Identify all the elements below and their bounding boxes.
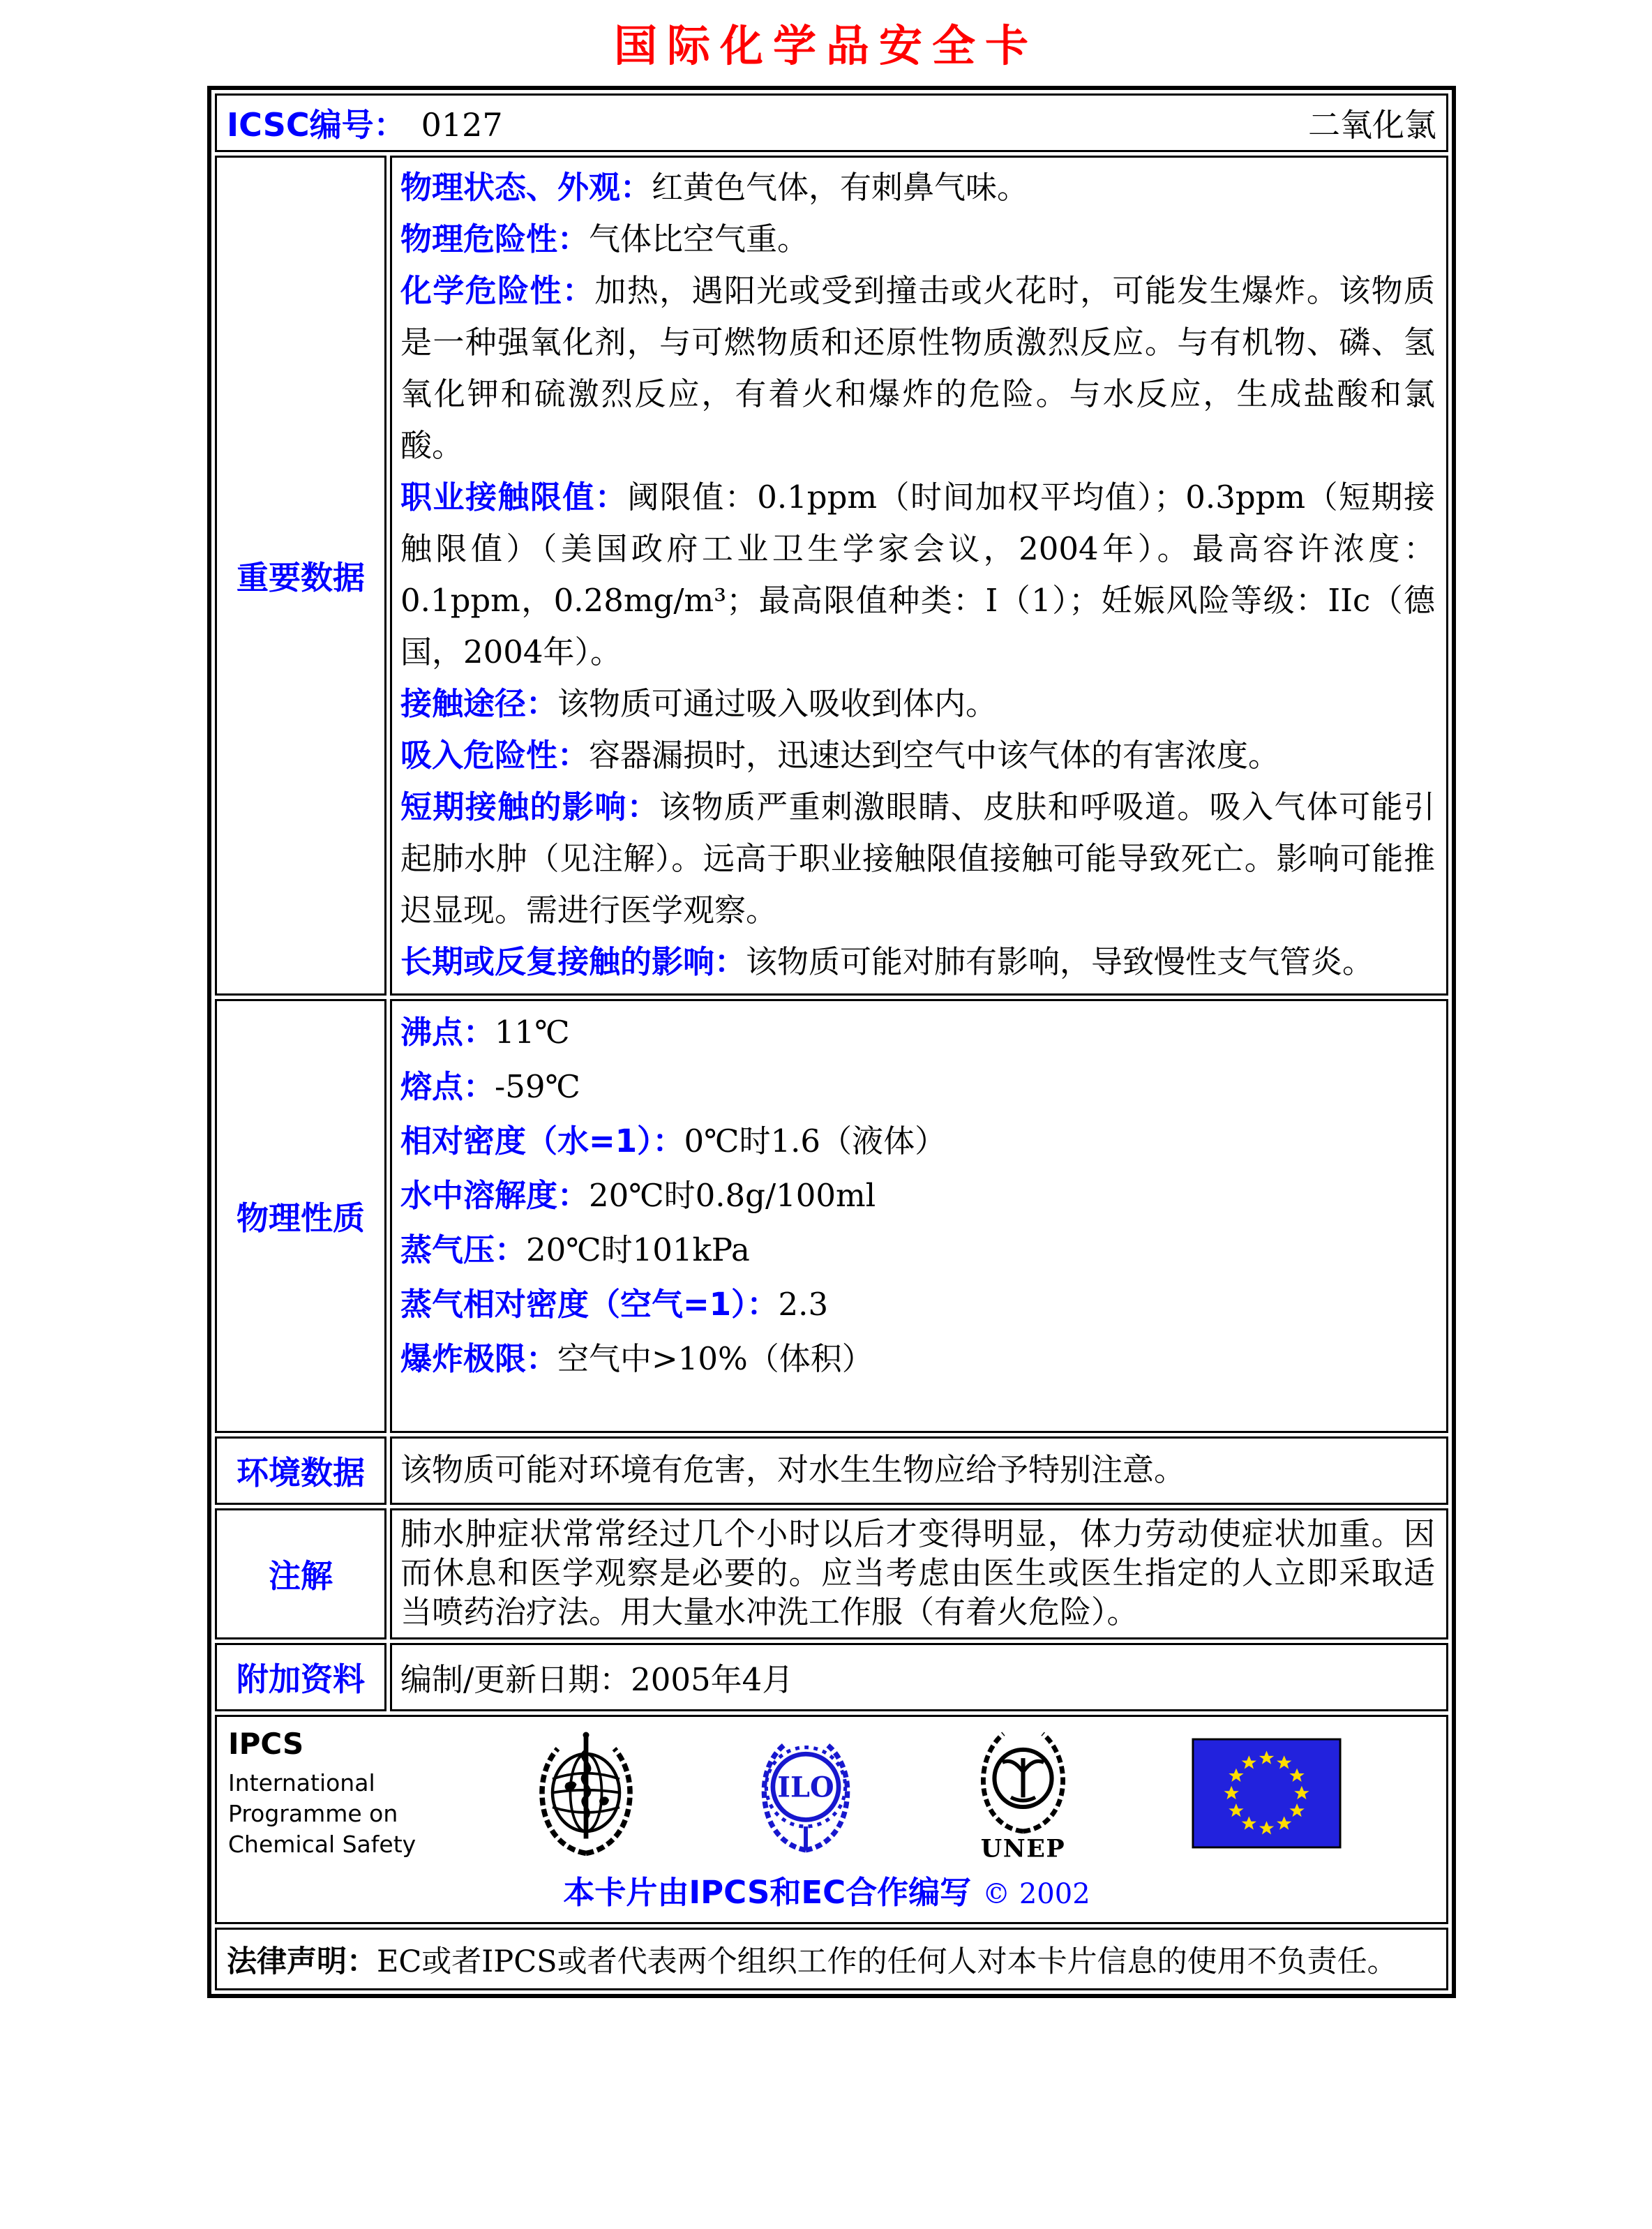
additional-info-row — [215, 1643, 1448, 1711]
field-value: 容器漏损时，迅速达到空气中该气体的有害浓度。 — [589, 737, 1280, 774]
important-data-row — [215, 156, 1448, 996]
important-item — [400, 781, 1435, 936]
field-label: 职业接触限值： — [400, 479, 628, 516]
ilo-logo-text: ILO — [776, 1771, 834, 1804]
important-item — [400, 678, 1435, 730]
physical-properties-content — [390, 999, 1448, 1433]
ilo-logo-icon — [757, 1733, 855, 1854]
field-value: 11℃ — [495, 1014, 570, 1051]
field-label: 水中溶解度： — [400, 1177, 590, 1214]
field-label: 相对密度（水=1）： — [400, 1123, 684, 1159]
icsc-number-label: ICSC编号： — [227, 106, 406, 144]
important-item — [400, 213, 1435, 265]
logos-row — [215, 1715, 1448, 1924]
field-value: 20℃时101kPa — [526, 1231, 750, 1268]
field-label: 长期或反复接触的影响： — [400, 943, 746, 980]
section-label-additional: 附加资料 — [215, 1643, 386, 1711]
field-label: 物理状态、外观： — [400, 169, 652, 206]
icsc-page — [0, 11, 1652, 2229]
ipcs-text-block — [228, 1727, 416, 1860]
section-label-physical: 物理性质 — [215, 999, 386, 1433]
field-label: 沸点： — [400, 1014, 495, 1051]
physical-item — [400, 1114, 1435, 1169]
notes-row — [215, 1508, 1448, 1639]
who-logo-icon — [534, 1731, 638, 1856]
physical-item — [400, 1060, 1435, 1114]
page-title: 国际化学品安全卡 — [613, 20, 1038, 71]
copyright-line — [228, 1867, 1425, 1912]
unep-logo-icon — [973, 1727, 1074, 1860]
field-label: 吸入危险性： — [400, 737, 590, 774]
important-item — [400, 265, 1435, 472]
field-label: 爆炸极限： — [400, 1340, 558, 1377]
important-item — [400, 936, 1435, 988]
icsc-number-value: 0127 — [421, 106, 503, 144]
physical-properties-row — [215, 999, 1448, 1433]
field-label: 蒸气压： — [400, 1231, 527, 1268]
physical-item — [400, 1169, 1435, 1223]
field-label: 化学危险性： — [400, 272, 595, 309]
field-value: 加热，遇阳光或受到撞击或火花时，可能发生爆炸。该物质是一种强氧化剂，与可燃物质和还原性物质激烈反应。与有机物、磷、氢氧化钾和硫激烈反应，有着火和爆炸的危险。与水反应，生成盐酸和氯酸。 — [400, 272, 1435, 464]
physical-item — [400, 1277, 1435, 1332]
field-value: 气体比空气重。 — [589, 220, 809, 257]
ipcs-line: Programme on — [228, 1800, 398, 1827]
field-value: 该物质可通过吸入吸收到体内。 — [557, 685, 998, 722]
field-value: 2.3 — [778, 1286, 829, 1323]
field-value: 0℃时1.6（液体） — [684, 1123, 947, 1159]
notes-content — [390, 1508, 1448, 1639]
legal-text: EC或者IPCS或者代表两个组织工作的任何人对本卡片信息的使用不负责任。 — [377, 1944, 1397, 1979]
eu-flag-icon — [1192, 1738, 1342, 1849]
legal-label: 法律声明： — [227, 1944, 377, 1979]
chemical-name: 二氧化氯 — [1308, 106, 1436, 144]
section-label-notes: 注解 — [215, 1508, 386, 1639]
organization-logos — [228, 1727, 1425, 1860]
physical-item — [400, 1332, 1435, 1386]
icsc-card-table — [207, 86, 1456, 1998]
important-item — [400, 730, 1435, 781]
unep-logo-text: UNEP — [980, 1833, 1065, 1860]
header-cell — [215, 93, 1448, 152]
copyright-text: 本卡片由IPCS和EC合作编写 — [563, 1874, 972, 1911]
important-item — [400, 162, 1435, 213]
field-value: 该物质可能对肺有影响，导致慢性支气管炎。 — [746, 943, 1374, 980]
ipcs-line: Chemical Safety — [228, 1831, 416, 1858]
ipcs-line: International — [228, 1769, 375, 1796]
important-item — [400, 472, 1435, 678]
field-value: -59℃ — [495, 1068, 580, 1105]
field-label: 短期接触的影响： — [400, 788, 660, 825]
logos-cell — [215, 1715, 1448, 1924]
field-value: 阈限值：0.1ppm（时间加权平均值）；0.3ppm（短期接触限值）（美国政府工业卫生学家会议，2004年）。最高容许浓度：0.1ppm，0.28mg/m³；最高限值种类：I（1）；妊娠风险等级：IIc（德国，2004年）。 — [400, 479, 1435, 670]
field-value: 该物质严重刺激眼睛、皮肤和呼吸道。吸入气体可能引起肺水肿（见注解）。远高于职业接触限值接触可能导致死亡。影响可能推迟显现。需进行医学观察。 — [400, 788, 1435, 929]
additional-info-content: 编制/更新日期：2005年4月 — [390, 1643, 1448, 1711]
field-label: 蒸气相对密度（空气=1）： — [400, 1286, 779, 1323]
section-label-important: 重要数据 — [215, 156, 386, 996]
field-label: 接触途径： — [400, 685, 558, 722]
important-data-content — [390, 156, 1448, 996]
notes-text: 肺水肿症状常常经过几个小时以后才变得明显，体力劳动使症状加重。因而休息和医学观察是必要的。应当考虑由医生或医生指定的人立即采取适当喷药治疗法。用大量水冲洗工作服（有着火危险）。 — [400, 1515, 1435, 1630]
environment-row — [215, 1436, 1448, 1505]
ipcs-title: IPCS — [228, 1727, 304, 1761]
field-value: 空气中>10%（体积） — [557, 1340, 873, 1377]
environment-content: 该物质可能对环境有危害，对水生生物应给予特别注意。 — [390, 1436, 1448, 1505]
physical-item — [400, 1005, 1435, 1060]
field-value: 20℃时0.8g/100ml — [589, 1177, 876, 1214]
header-row — [215, 93, 1448, 152]
physical-item — [400, 1223, 1435, 1277]
legal-row — [215, 1928, 1448, 1990]
section-label-environment: 环境数据 — [215, 1436, 386, 1505]
field-label: 熔点： — [400, 1068, 495, 1105]
field-label: 物理危险性： — [400, 220, 590, 257]
copyright-year: © 2002 — [982, 1878, 1090, 1910]
legal-cell — [215, 1928, 1448, 1990]
field-value: 红黄色气体，有刺鼻气味。 — [652, 169, 1029, 206]
